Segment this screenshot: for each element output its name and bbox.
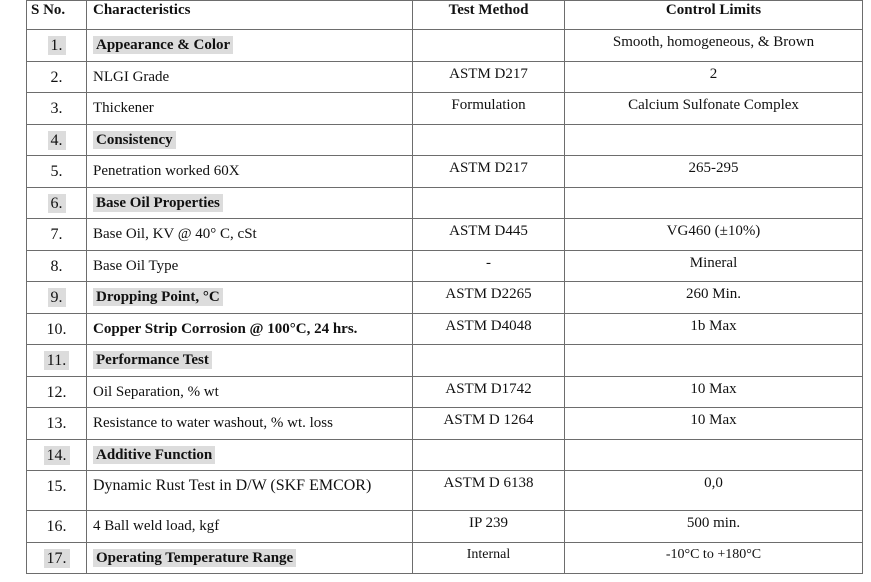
row-number: 7. bbox=[50, 226, 63, 243]
row-number: 14. bbox=[44, 446, 70, 465]
table-row bbox=[27, 511, 863, 543]
characteristic-cell bbox=[87, 511, 413, 543]
test-method-cell bbox=[413, 345, 565, 377]
table-row bbox=[27, 345, 863, 377]
characteristic-label: Copper Strip Corrosion @ 100°C, 24 hrs. bbox=[93, 320, 358, 337]
characteristic-cell bbox=[87, 93, 413, 125]
table-row bbox=[27, 93, 863, 125]
table-header-row bbox=[27, 1, 863, 30]
control-limits-cell: Smooth, homogeneous, & Brown bbox=[565, 30, 863, 62]
test-method-cell: ASTM D 1264 bbox=[413, 408, 565, 440]
characteristic-cell bbox=[87, 408, 413, 440]
table-row bbox=[27, 250, 863, 282]
table-row bbox=[27, 439, 863, 471]
characteristic-label: Oil Separation, % wt bbox=[93, 383, 219, 400]
control-limits-cell: Calcium Sulfonate Complex bbox=[565, 93, 863, 125]
characteristic-label: Dropping Point, °C bbox=[93, 288, 223, 306]
control-limits-cell: 265-295 bbox=[565, 156, 863, 188]
row-number: 3. bbox=[50, 100, 63, 117]
test-method-cell: ASTM D4048 bbox=[413, 313, 565, 345]
row-number: 10. bbox=[46, 320, 67, 338]
row-number: 15. bbox=[46, 478, 67, 495]
row-number: 5. bbox=[50, 163, 63, 180]
test-method-cell: ASTM D445 bbox=[413, 219, 565, 251]
characteristic-cell bbox=[87, 376, 413, 408]
header-control-limits: Control Limits bbox=[565, 1, 863, 30]
control-limits-cell: 500 min. bbox=[565, 511, 863, 543]
table-row bbox=[27, 187, 863, 219]
row-number-cell bbox=[27, 511, 87, 543]
test-method-cell: ASTM D217 bbox=[413, 61, 565, 93]
row-number: 16. bbox=[46, 518, 67, 535]
row-number-cell bbox=[27, 408, 87, 440]
row-number-cell bbox=[27, 439, 87, 471]
row-number-cell bbox=[27, 542, 87, 574]
control-limits-cell: 10 Max bbox=[565, 376, 863, 408]
control-limits-cell: VG460 (±10%) bbox=[565, 219, 863, 251]
row-number-cell bbox=[27, 345, 87, 377]
test-method-cell bbox=[413, 30, 565, 62]
characteristic-cell bbox=[87, 187, 413, 219]
control-limits-cell: 1b Max bbox=[565, 313, 863, 345]
row-number: 8. bbox=[50, 257, 63, 275]
table-row bbox=[27, 124, 863, 156]
characteristic-cell bbox=[87, 542, 413, 574]
characteristic-label: Thickener bbox=[93, 100, 154, 116]
characteristic-label: Appearance & Color bbox=[93, 36, 233, 54]
row-number-cell bbox=[27, 61, 87, 93]
characteristic-cell bbox=[87, 250, 413, 282]
characteristic-label: Resistance to water washout, % wt. loss bbox=[93, 415, 333, 431]
characteristic-label: Base Oil, KV @ 40° C, cSt bbox=[93, 226, 257, 242]
table-row bbox=[27, 30, 863, 62]
table-row bbox=[27, 542, 863, 574]
test-method-cell: ASTM D2265 bbox=[413, 282, 565, 314]
table-row bbox=[27, 61, 863, 93]
control-limits-cell: Mineral bbox=[565, 250, 863, 282]
control-limits-cell: 2 bbox=[565, 61, 863, 93]
characteristic-label: Base Oil Properties bbox=[93, 194, 223, 212]
characteristic-label: Penetration worked 60X bbox=[93, 163, 240, 179]
row-number: 12. bbox=[46, 383, 67, 401]
characteristic-cell bbox=[87, 124, 413, 156]
test-method-cell: Formulation bbox=[413, 93, 565, 125]
control-limits-cell: 260 Min. bbox=[565, 282, 863, 314]
control-limits-cell: 0,0 bbox=[565, 471, 863, 511]
characteristic-label: 4 Ball weld load, kgf bbox=[93, 518, 220, 534]
test-method-cell: Internal bbox=[413, 542, 565, 574]
characteristic-label: Dynamic Rust Test in D/W (SKF EMCOR) bbox=[93, 477, 372, 494]
characteristic-cell bbox=[87, 345, 413, 377]
characteristic-label: Base Oil Type bbox=[93, 257, 179, 274]
control-limits-cell bbox=[565, 345, 863, 377]
table-row bbox=[27, 408, 863, 440]
control-limits-cell bbox=[565, 439, 863, 471]
row-number: 9. bbox=[48, 288, 66, 307]
test-method-cell: - bbox=[413, 250, 565, 282]
test-method-cell: ASTM D217 bbox=[413, 156, 565, 188]
row-number-cell bbox=[27, 124, 87, 156]
control-limits-cell bbox=[565, 187, 863, 219]
table-row bbox=[27, 156, 863, 188]
control-limits-cell: -10°C to +180°C bbox=[565, 542, 863, 574]
characteristic-cell bbox=[87, 61, 413, 93]
characteristic-label: NLGI Grade bbox=[93, 68, 170, 85]
row-number: 11. bbox=[44, 351, 69, 370]
characteristic-cell bbox=[87, 282, 413, 314]
characteristic-label: Consistency bbox=[93, 131, 176, 149]
characteristic-cell bbox=[87, 219, 413, 251]
row-number-cell bbox=[27, 187, 87, 219]
header-test-method: Test Method bbox=[413, 1, 565, 30]
row-number-cell bbox=[27, 93, 87, 125]
header-sno: S No. bbox=[27, 1, 87, 30]
row-number-cell bbox=[27, 156, 87, 188]
row-number-cell bbox=[27, 471, 87, 511]
table-row bbox=[27, 376, 863, 408]
row-number-cell bbox=[27, 313, 87, 345]
header-characteristics: Characteristics bbox=[87, 1, 413, 30]
table-row bbox=[27, 471, 863, 511]
row-number-cell bbox=[27, 282, 87, 314]
characteristic-label: Additive Function bbox=[93, 446, 215, 464]
control-limits-cell bbox=[565, 124, 863, 156]
specifications-table bbox=[26, 0, 863, 574]
table-row bbox=[27, 282, 863, 314]
row-number-cell bbox=[27, 219, 87, 251]
row-number: 17. bbox=[44, 549, 70, 568]
test-method-cell bbox=[413, 124, 565, 156]
test-method-cell: IP 239 bbox=[413, 511, 565, 543]
row-number: 2. bbox=[50, 68, 63, 86]
characteristic-label: Operating Temperature Range bbox=[93, 549, 296, 567]
row-number-cell bbox=[27, 30, 87, 62]
characteristic-cell bbox=[87, 313, 413, 345]
row-number: 6. bbox=[48, 194, 66, 213]
characteristic-cell bbox=[87, 156, 413, 188]
table-row bbox=[27, 219, 863, 251]
table-row bbox=[27, 313, 863, 345]
characteristic-label: Performance Test bbox=[93, 351, 212, 369]
row-number: 4. bbox=[48, 131, 66, 150]
test-method-cell: ASTM D 6138 bbox=[413, 471, 565, 511]
row-number: 13. bbox=[46, 415, 67, 432]
row-number: 1. bbox=[48, 36, 66, 55]
test-method-cell: ASTM D1742 bbox=[413, 376, 565, 408]
test-method-cell bbox=[413, 439, 565, 471]
test-method-cell bbox=[413, 187, 565, 219]
row-number-cell bbox=[27, 250, 87, 282]
characteristic-cell bbox=[87, 439, 413, 471]
row-number-cell bbox=[27, 376, 87, 408]
characteristic-cell bbox=[87, 30, 413, 62]
control-limits-cell: 10 Max bbox=[565, 408, 863, 440]
characteristic-cell bbox=[87, 471, 413, 511]
